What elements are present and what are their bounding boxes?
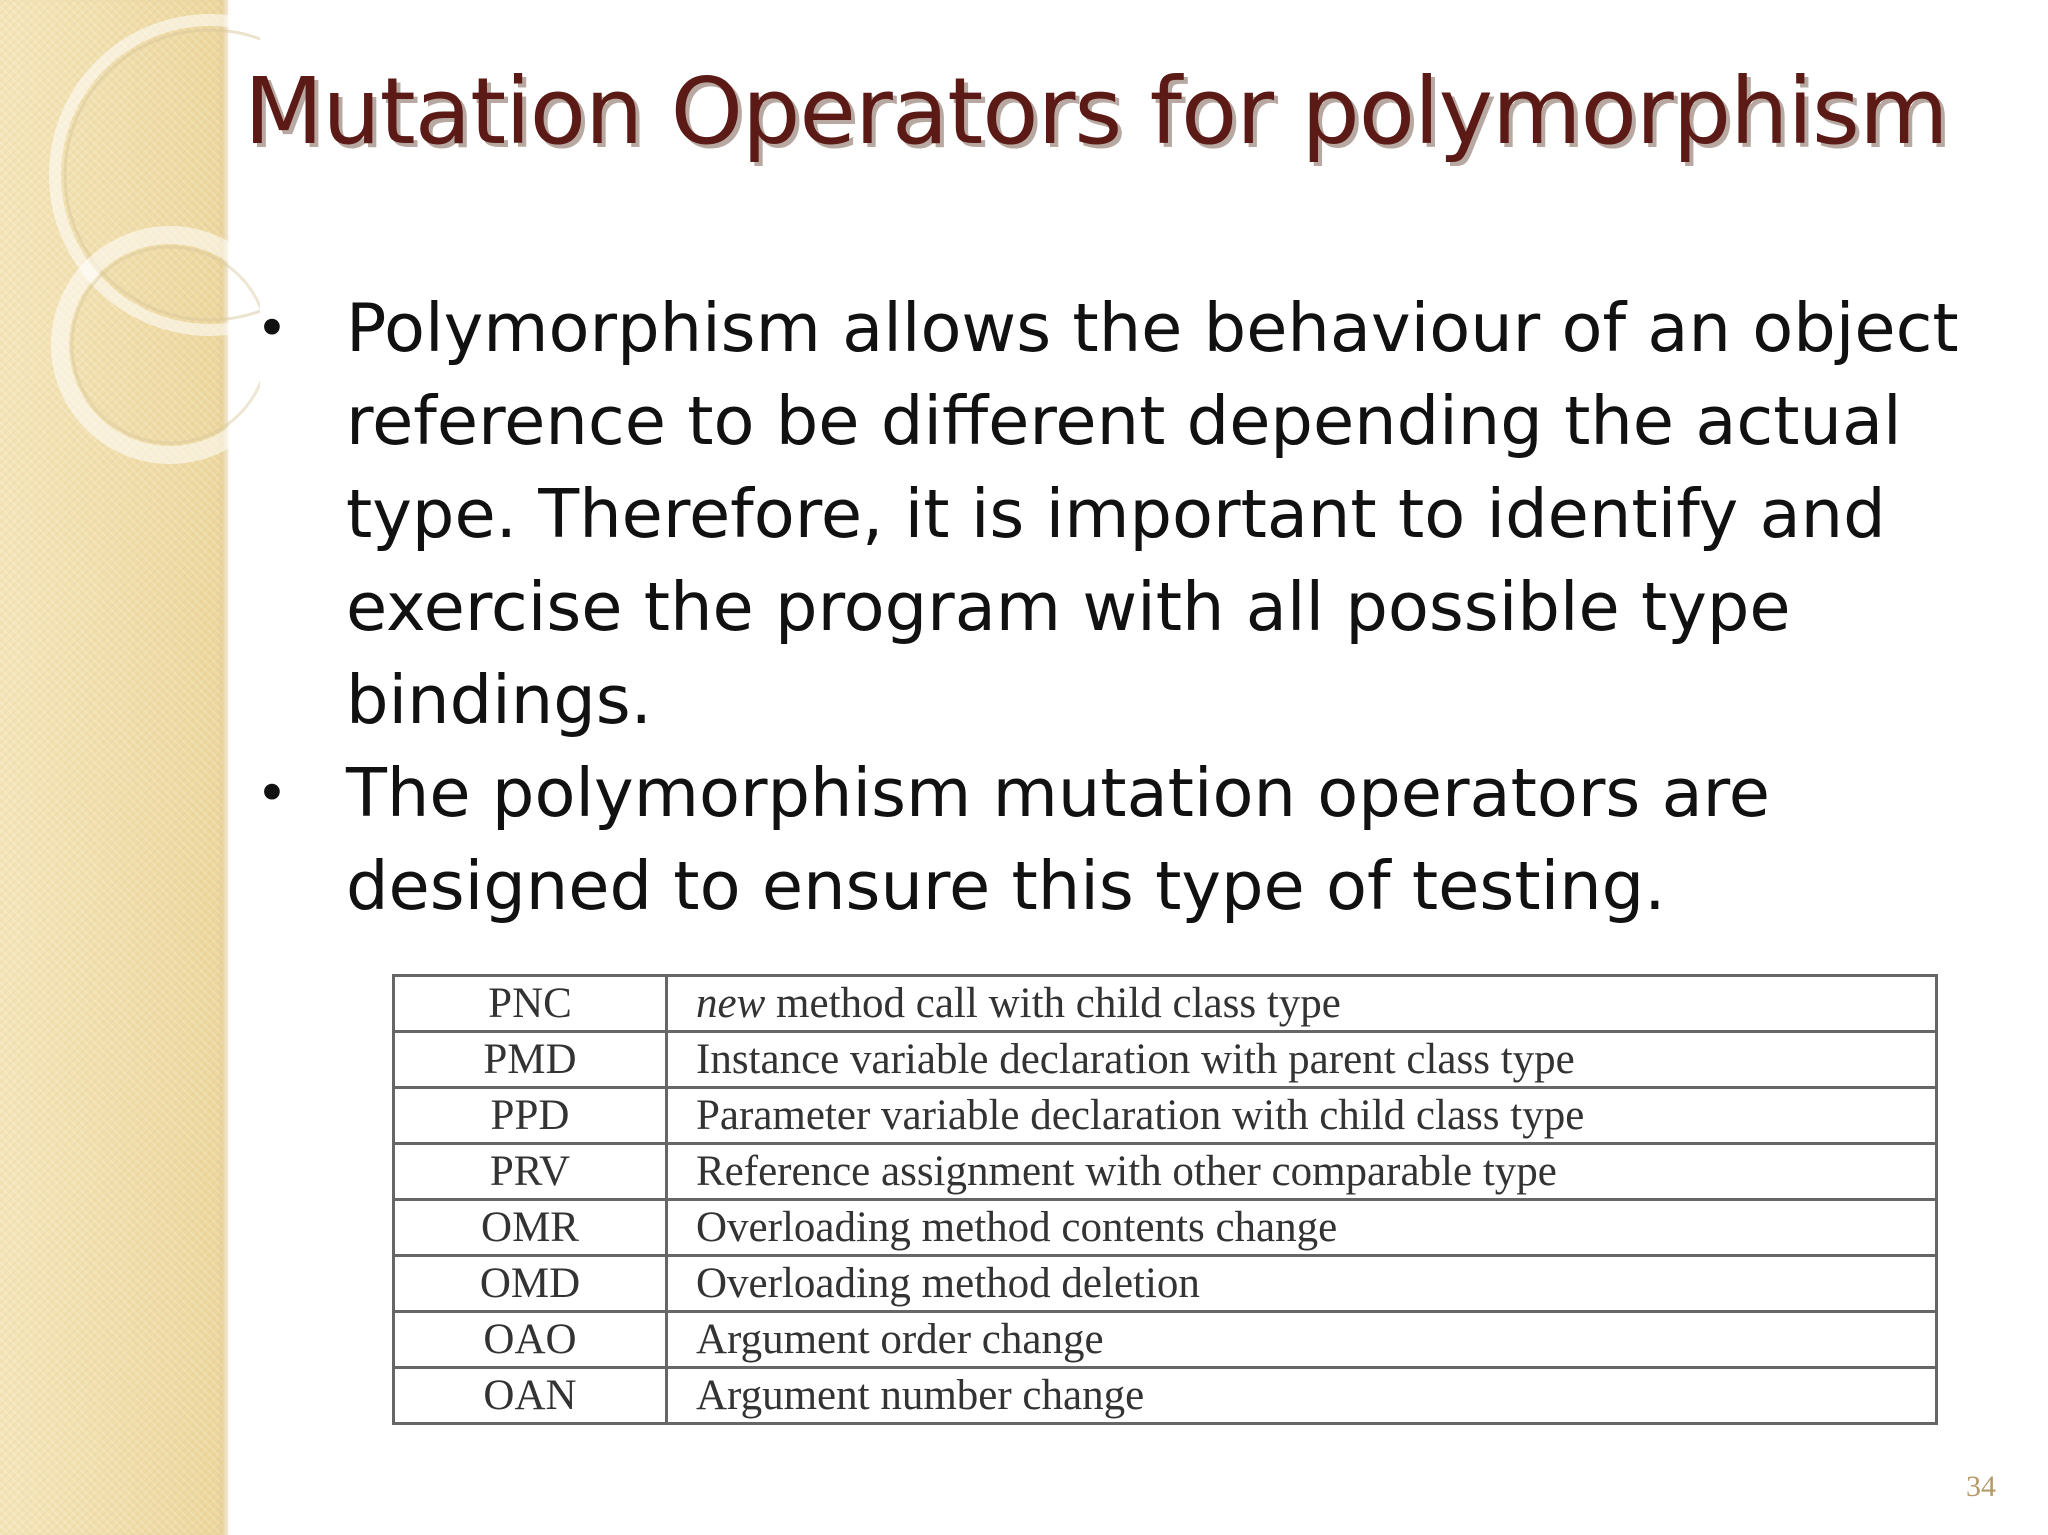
operator-code: PPD [394,1088,667,1144]
operator-code: OAO [394,1312,667,1368]
decorative-side-strip [0,0,228,1535]
mutation-operators-table [392,974,1938,1425]
bullet-icon: • [256,762,288,825]
table-row [394,1312,1937,1368]
bullet-item [250,282,2020,747]
operator-description: Parameter variable declaration with child class type [667,1088,1937,1144]
operator-description: Instance variable declaration with parent class type [667,1032,1937,1088]
table-row [394,1088,1937,1144]
operator-description-emphasis: new [696,980,766,1027]
table-row [394,1200,1937,1256]
operator-description: Argument number change [667,1368,1937,1424]
operator-description: Overloading method deletion [667,1256,1937,1312]
side-strip-edge [222,0,230,1535]
table-row [394,976,1937,1032]
table-row [394,1144,1937,1200]
operator-description: Argument order change [667,1312,1937,1368]
table-row [394,1256,1937,1312]
table-row [394,1368,1937,1424]
operator-code: PNC [394,976,667,1032]
operator-description: Reference assignment with other comparable type [667,1144,1937,1200]
operator-code: OMR [394,1200,667,1256]
bullet-item [250,747,2020,933]
table-row [394,1032,1937,1088]
operator-description-text: method call with child class type [765,980,1341,1027]
bullet-list [250,282,2020,933]
operator-code: OAN [394,1368,667,1424]
operator-code: OMD [394,1256,667,1312]
operator-description [667,976,1937,1032]
operator-code: PRV [394,1144,667,1200]
operator-code: PMD [394,1032,667,1088]
bullet-text: The polymorphism mutation operators are designed to ensure this type of testing. [346,754,1770,925]
page-number: 34 [1966,1470,1996,1503]
bullet-text: Polymorphism allows the behaviour of an object reference to be different depending the actual type. Therefore, it is important to identify and exercise the program with all possible type bindings. [346,289,1959,739]
slide-title: Mutation Operators for polymorphism [244,58,1948,165]
bullet-icon: • [256,297,288,360]
operator-description: Overloading method contents change [667,1200,1937,1256]
